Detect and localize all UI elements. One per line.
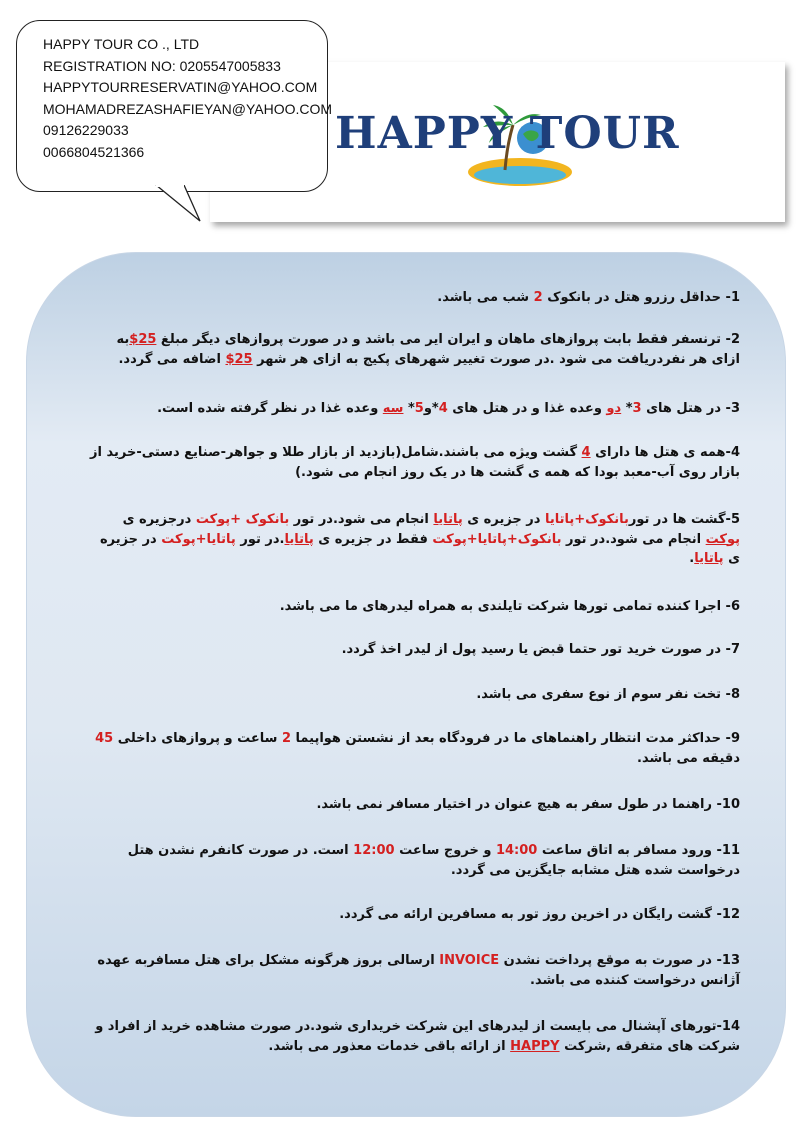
logo-wordmark: HAPPY TOUR bbox=[335, 108, 680, 159]
company-info-callout bbox=[16, 20, 333, 192]
registration-number: REGISTRATION NO: 0205547005833 bbox=[43, 57, 281, 74]
rule-3: 3- در هتل های 3* دو وعده غذا و در هتل های 4*و5* سه وعده غذا در نظر گرفته شده است. bbox=[157, 401, 740, 416]
rule-9: 9- حداکثر مدت انتظار راهنماهای ما در فرودگاه بعد از نشستن هواپیما 2 ساعت و پروازهای داخلی 45 دقیقه می باشد. bbox=[95, 731, 740, 766]
rule-6: 6- اجرا کننده تمامی تورها شرکت تایلندی به همراه لیدرهای ما می باشد. bbox=[279, 599, 740, 614]
rule-5: 5-گشت ها در توربانکوک+پاتایا در جزیره ی پاتایا انجام می شود.در تور بانکوک +پوکت درجزیره ی پوکت انجام می شود.در تور بانکوک+پاتایا+پوکت فقط در جزیره ی پاتایا.در تور پاتایا+پوکت در جزیره ی پاتایا. bbox=[99, 512, 740, 566]
reservation-email: HAPPYTOURRESERVATIN@YAHOO.COM bbox=[43, 79, 318, 95]
phone-iran: 09126229033 bbox=[43, 122, 129, 138]
company-logo bbox=[335, 100, 680, 190]
company-name: HAPPY TOUR CO ., LTD bbox=[43, 36, 200, 52]
rule-2: 2- ترنسفر فقط بابت پروازهای ماهان و ایران ایر می باشد و در صورت پروازهای دیگر مبلغ 25$به ازای هر نفردریافت می شود .در صورت تغییر شهرهای پکیج به ازای هر شهر 25$ اضافه می گردد. bbox=[116, 332, 740, 367]
rule-10: 10- راهنما در طول سفر به هیچ عنوان در اختیار مسافر نمی باشد. bbox=[316, 797, 740, 812]
rule-13: 13- در صورت به موقع پرداخت نشدن INVOICE ارسالی بروز هرگونه مشکل برای هتل مسافربه عهده آژانس درخواست کننده می باشد. bbox=[97, 953, 740, 988]
phone-thailand: 0066804521366 bbox=[43, 143, 145, 160]
rule-4: 4-همه ی هتل ها دارای 4 گشت ویژه می باشند.شامل(بازدید از بازار طلا و جواهر-صنایع دستی-خرید از بازار روی آب-معبد بودا که همه ی گشت ها در یک روز انجام می شود.) bbox=[90, 445, 740, 480]
rule-1: 1- حداقل رزرو هتل در بانکوک 2 شب می باشد. bbox=[437, 290, 740, 305]
rule-14: 14-تورهای آپشنال می بایست از لیدرهای این شرکت خریداری شود.در صورت مشاهده خرید از افراد و شرکت های متفرقه ,شرکت HAPPY از ارائه باقی خدمات معذور می باشد. bbox=[95, 1019, 740, 1054]
contact-email: MOHAMADREZASHAFIEYAN@YAHOO.COM bbox=[43, 100, 333, 117]
callout-tail bbox=[150, 185, 210, 225]
rule-8: 8- تخت نفر سوم از نوع سفری می باشد. bbox=[476, 687, 740, 702]
rule-12: 12- گشت رایگان در اخرین روز تور به مسافرین ارائه می گردد. bbox=[339, 907, 740, 922]
rule-11: 11- ورود مسافر به اتاق ساعت 14:00 و خروج ساعت 12:00 است. در صورت کانفرم نشدن هتل درخواست شده هتل مشابه جایگزین می گردد. bbox=[127, 843, 740, 878]
rule-7: 7- در صورت خرید تور حتما قبض یا رسید پول از لیدر اخذ گردد. bbox=[341, 642, 740, 657]
